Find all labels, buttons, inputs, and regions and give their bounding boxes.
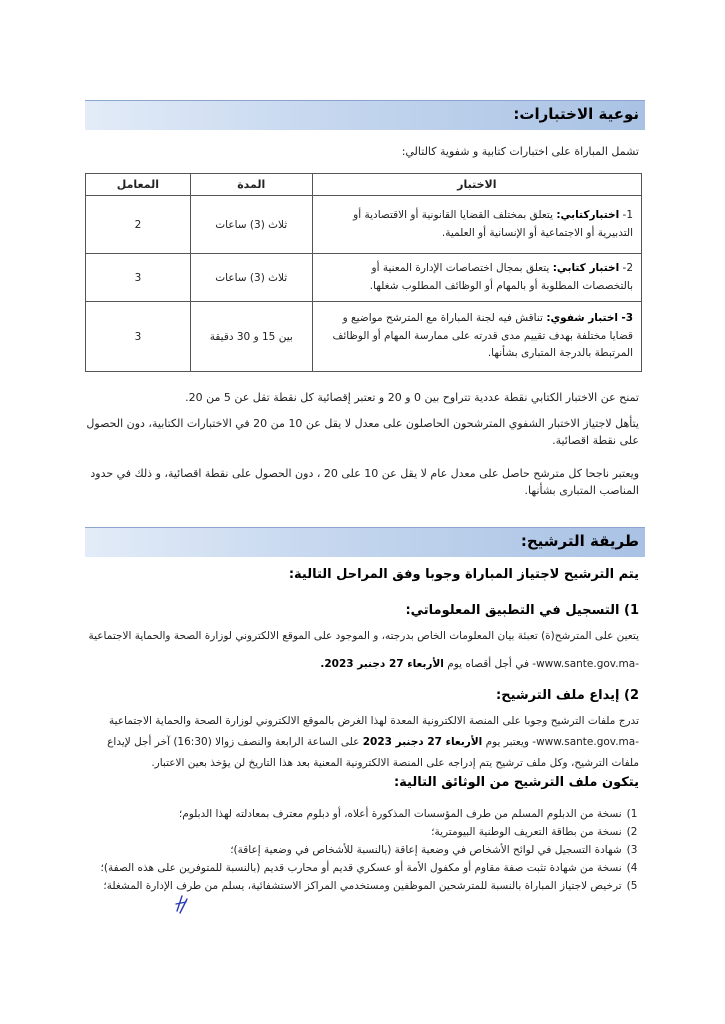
step1-heading: 1) التسجيل في التطبيق المعلوماتي: — [405, 603, 639, 618]
documents-heading: يتكون ملف الترشيح من الوثائق التالية: — [393, 775, 639, 790]
step2-deadline-time: على الساعة الرابعة والنصف زوالا (16:30) آخر أجل لإيداع — [107, 736, 363, 748]
header-coef: المعامل — [86, 174, 191, 196]
exam-name: اختبار شفوي: — [546, 311, 618, 324]
step2-deadline-date: الأربعاء 27 دجنبر 2023 — [362, 736, 483, 748]
exam-number: 2- — [622, 261, 633, 274]
item-number: 3) — [626, 844, 638, 856]
table-row — [86, 302, 642, 372]
section-title: طريقة الترشيح: — [520, 532, 639, 550]
exam-duration: ثلاث (3) ساعات — [190, 254, 312, 302]
list-item — [85, 859, 639, 877]
exam-coef: 3 — [86, 254, 191, 302]
item-number: 4) — [626, 862, 638, 874]
section-header-exam-types — [85, 100, 645, 130]
step1-deadline-date: الأربعاء 27 دجنبر 2023. — [320, 658, 444, 670]
exam-duration: بين 15 و 30 دقيقة — [190, 302, 312, 372]
exam-description — [312, 254, 641, 302]
success-paragraph: ويعتبر ناجحا كل مترشح حاصل على معدل عام لا يقل عن 10 على 20 ، دون الحصول على نقطة اقصائية، و ذلك في حدود المناصب المتبارى بشأنها. — [90, 467, 639, 498]
list-item — [85, 877, 639, 895]
item-number: 1) — [626, 808, 638, 820]
handwritten-check-icon — [174, 893, 190, 915]
step1-line2 — [85, 656, 639, 672]
exam-number: 1- — [622, 208, 633, 221]
exam-duration: ثلاث (3) ساعات — [190, 196, 312, 254]
item-text: نسخة من بطاقة التعريف الوطنية البيومترية؛ — [431, 826, 622, 838]
step2-line1: تدرج ملفات الترشيح وجوبا على المنصة الالكترونية المعدة لهذا الغرض بالموقع الالكتروني لوزارة الصحة والحماية الاجتماعية — [109, 715, 639, 727]
exam-detail: يتعلق بمجال اختصاصات الإدارة المعنية أو بالتخصصات المطلوبة أو بالمهام أو الوظائف المطلوب شغلها. — [369, 261, 633, 292]
exam-name: اختباركتابي: — [556, 208, 620, 221]
step2-site: -www.sante.gov.ma- ويعتبر يوم — [482, 736, 639, 748]
step1-site-deadline: -www.sante.gov.ma- في أجل أقصاه يوم — [443, 658, 639, 670]
item-text: نسخة من شهادة تثبت صفة مقاوم أو مكفول الأمة أو عسكري قديم أو محارب قديم (بالنسبة للمتوفرين على هذه الصفة)؛ — [100, 862, 622, 874]
table-header-row — [86, 174, 642, 196]
item-number: 2) — [626, 826, 638, 838]
list-item — [85, 841, 639, 859]
application-lead: يتم الترشيح لاجتياز المباراة وجوبا وفق المراحل التالية: — [288, 567, 639, 582]
exam-number: 3- — [621, 311, 633, 324]
header-exam: الاختبار — [312, 174, 641, 196]
item-text: شهادة التسجيل في لوائح الأشخاص في وضعية إعاقة (بالنسبة للأشخاص في وضعية إعاقة)؛ — [230, 844, 622, 856]
item-number: 5) — [626, 880, 638, 892]
step2-line3: ملفات الترشيح، وكل ملف ترشيح يتم إدراجه على المنصة الالكترونية المعنية بعد هذا التاريخ لن يؤخذ بعين الاعتبار. — [151, 757, 639, 769]
exam-description — [312, 302, 641, 372]
step1-line1: يتعين على المترشح(ة) تعبئة بيان المعلومات الخاص بدرجته، و الموجود على الموقع الالكتروني لوزارة الصحة والحماية الاجتماعية — [88, 630, 639, 642]
list-item — [85, 805, 639, 823]
exam-coef: 2 — [86, 196, 191, 254]
oral-eligibility-paragraph: يتأهل لاجتياز الاختبار الشفوي المترشحون الحاصلون على معدل لا يقل عن 10 من 20 في الاختبارات الكتابية، دون الحصول على نقطة اقصائية. — [86, 417, 639, 448]
exam-table — [85, 173, 642, 372]
table-row — [86, 254, 642, 302]
section-title: نوعية الاختبارات: — [513, 105, 639, 123]
exam-detail: تناقش فيه لجنة المباراة مع المترشح مواضيع و قضايا مختلفة بهدف تقييم مدى قدرته على ممارسة المهام أو الوظائف المرتبطة بالدرجة المتبارى بشأنها. — [332, 311, 633, 360]
item-text: ترخيص لاجتياز المباراة بالنسبة للمترشحين الموظفين ومستخدمي المراكز الاستشفائية، يسلم من طرف الإدارة المشغلة؛ — [103, 880, 622, 892]
header-duration: المدة — [190, 174, 312, 196]
table-row — [86, 196, 642, 254]
step2-line2 — [85, 734, 639, 750]
exam-name: اختبار كتابي: — [552, 261, 620, 274]
section-header-application — [85, 527, 645, 557]
documents-list — [85, 805, 639, 895]
item-text: نسخة من الدبلوم المسلم من طرف المؤسسات المذكورة أعلاه، أو دبلوم معترف بمعادلته لهذا الدبلوم؛ — [178, 808, 622, 820]
list-item — [85, 823, 639, 841]
grading-paragraph: تمنح عن الاختبار الكتابي نقطة عددية تتراوح بين 0 و 20 و تعتبر إقصائية كل نقطة تقل عن 5 من 20. — [185, 391, 639, 404]
exam-description — [312, 196, 641, 254]
step2-heading: 2) إيداع ملف الترشيح: — [496, 688, 639, 703]
exam-coef: 3 — [86, 302, 191, 372]
exam-detail: يتعلق بمختلف القضايا القانونية أو الاقتصادية أو التدبيرية أو الاجتماعية أو الإنسانية أو العلمية. — [353, 208, 633, 239]
intro-text: تشمل المباراة على اختبارات كتابية و شفوية كالتالي: — [401, 145, 639, 158]
